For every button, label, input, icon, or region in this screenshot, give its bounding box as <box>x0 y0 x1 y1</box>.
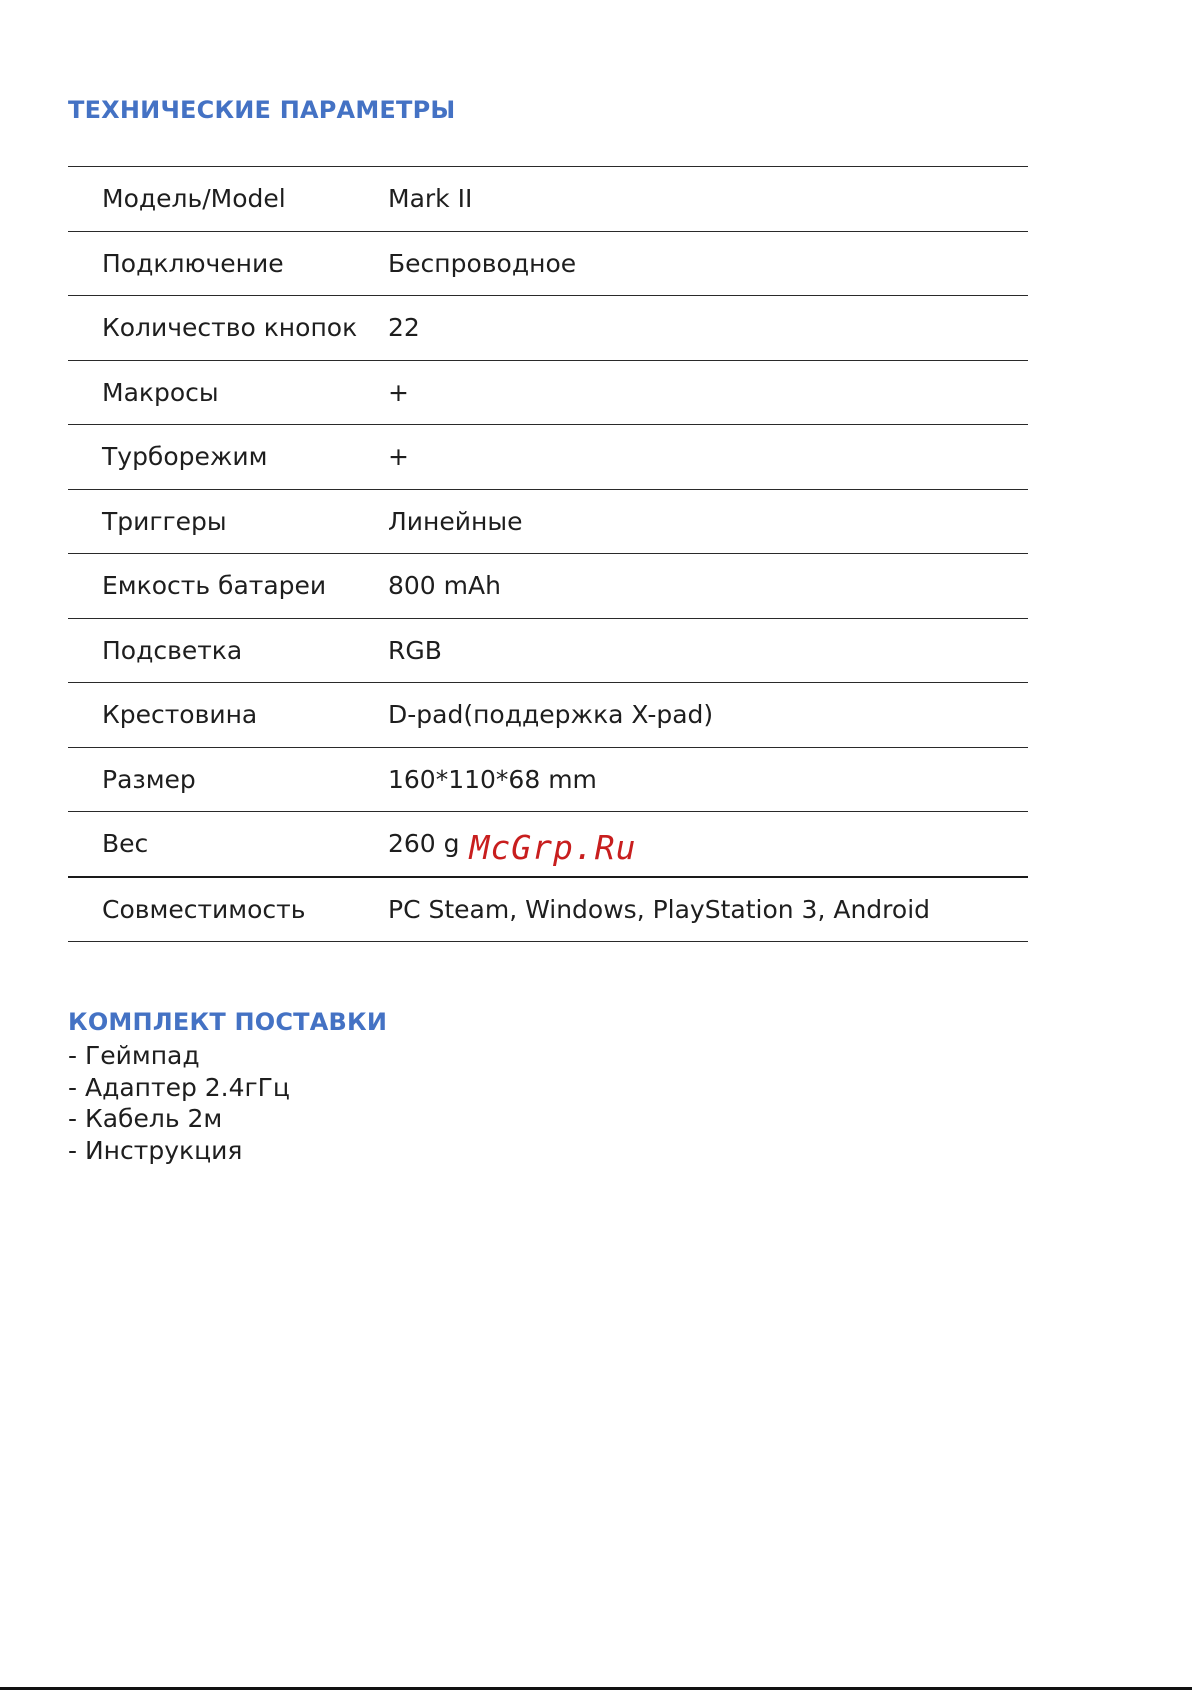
spec-row-dpad <box>68 683 1028 748</box>
spec-label: Триггеры <box>102 506 227 536</box>
spec-label: Размер <box>102 764 196 794</box>
spec-label: Вес <box>102 829 149 859</box>
spec-value: Беспроводное <box>388 248 577 278</box>
spec-value: D-pad(поддержка X-pad) <box>388 700 714 730</box>
spec-label: Модель/Model <box>102 184 286 214</box>
spec-row-model <box>68 167 1028 232</box>
spec-label: Совместимость <box>102 894 306 924</box>
spec-value: + <box>388 377 409 407</box>
kit-item-cable: - Кабель 2м <box>68 1104 223 1133</box>
spec-row-buttons <box>68 296 1028 361</box>
spec-label: Емкость батареи <box>102 571 327 601</box>
kit-item-manual: - Инструкция <box>68 1135 243 1165</box>
spec-value: 800 mAh <box>388 571 501 601</box>
spec-row-backlight <box>68 619 1028 684</box>
spec-row-battery <box>68 554 1028 619</box>
spec-label: Подсветка <box>102 635 243 665</box>
kit-item-adapter: - Адаптер 2.4гГц <box>68 1072 290 1102</box>
spec-label: Крестовина <box>102 700 258 730</box>
spec-value: 22 <box>388 313 420 343</box>
spec-value: + <box>388 442 409 472</box>
spec-row-size <box>68 748 1028 813</box>
kit-item-gamepad: - Геймпад <box>68 1041 200 1070</box>
spec-value: Mark II <box>388 184 473 214</box>
spec-row-turbo <box>68 425 1028 490</box>
spec-label: Макросы <box>102 377 219 407</box>
spec-row-macros <box>68 361 1028 426</box>
kit-list <box>68 1040 290 1166</box>
spec-value: RGB <box>388 635 442 665</box>
spec-row-weight <box>68 812 1028 878</box>
kit-section-title: КОМПЛЕКТ ПОСТАВКИ <box>68 1008 388 1036</box>
spec-label: Турборежим <box>102 442 268 472</box>
spec-value: PC Steam, Windows, PlayStation 3, Android <box>388 894 931 924</box>
spec-row-compatibility <box>68 878 1028 943</box>
spec-row-triggers <box>68 490 1028 555</box>
spec-label: Количество кнопок <box>102 313 358 343</box>
spec-value: 260 g <box>388 829 460 859</box>
spec-row-connection <box>68 232 1028 297</box>
spec-label: Подключение <box>102 248 284 278</box>
spec-section-title: ТЕХНИЧЕСКИЕ ПАРАМЕТРЫ <box>68 96 456 124</box>
spec-value: 160*110*68 mm <box>388 764 597 794</box>
spec-table <box>68 166 1028 942</box>
spec-value: Линейные <box>388 506 523 536</box>
watermark-text: McGrp.Ru <box>469 828 637 868</box>
